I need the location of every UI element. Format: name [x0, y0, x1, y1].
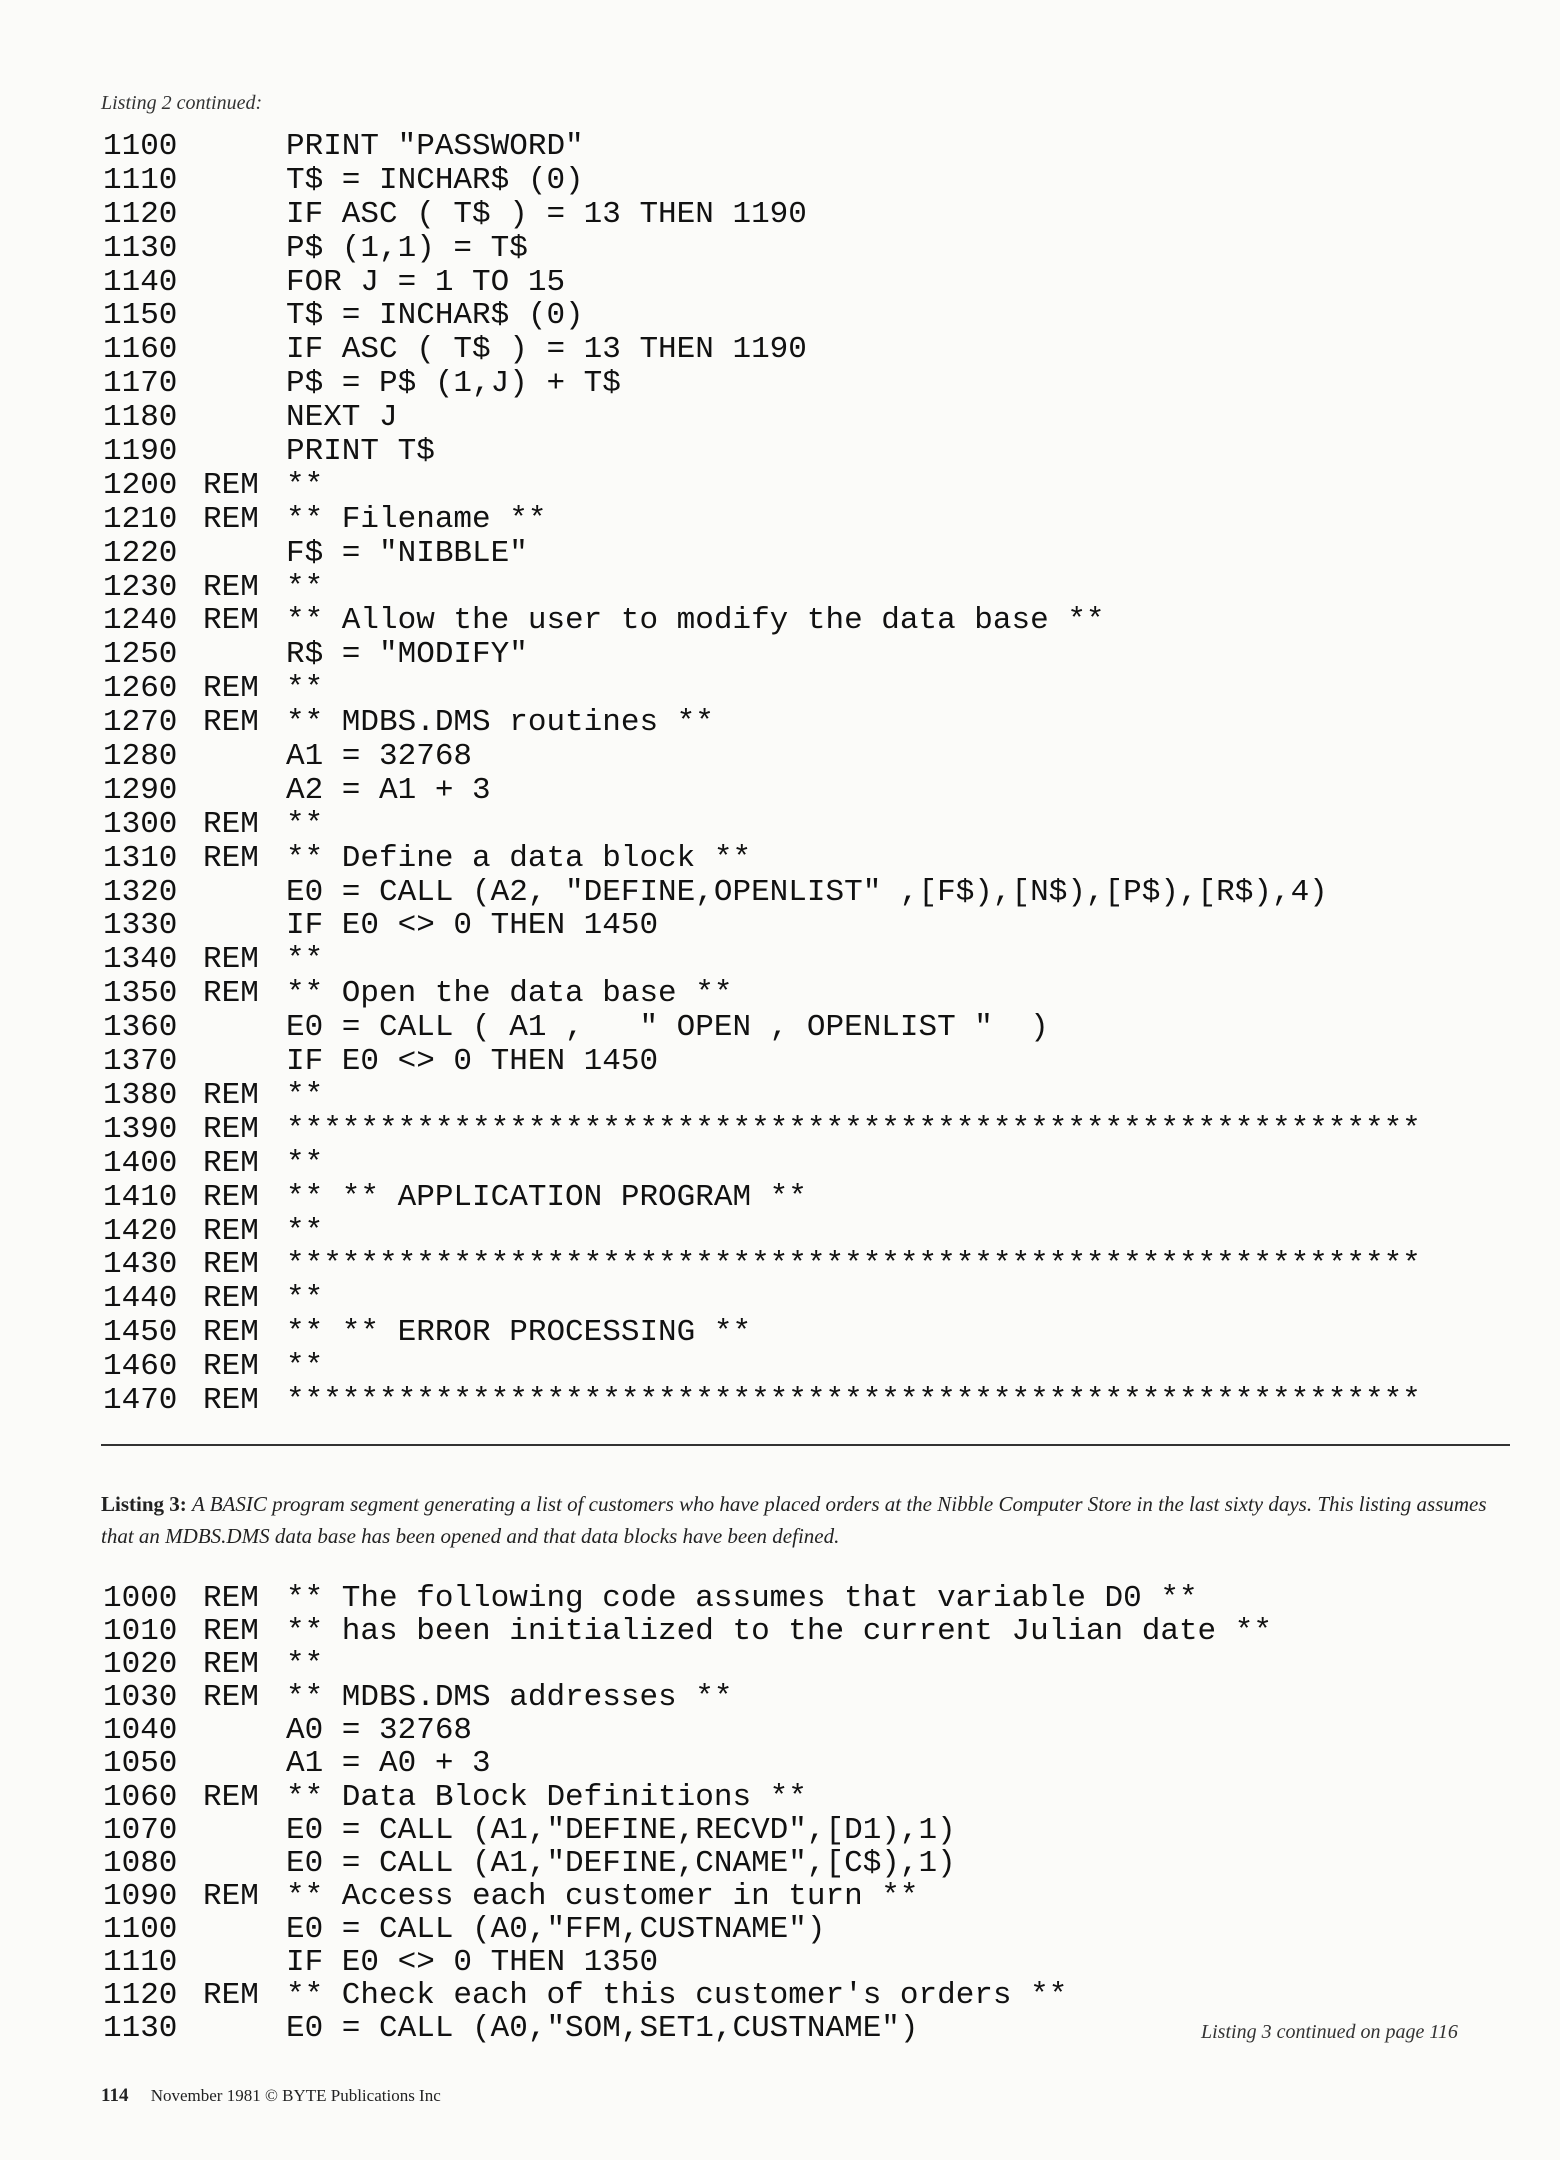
line-number: 1320 [103, 874, 178, 910]
line-number: 1010 [103, 1614, 178, 1650]
code-line [103, 706, 1421, 740]
statement: ** [286, 671, 324, 707]
code-line [103, 1282, 1421, 1316]
code-line [103, 164, 1421, 198]
rem-keyword: REM [203, 501, 259, 537]
statement: E0 = CALL ( A1 , " OPEN , OPENLIST " ) [286, 1010, 1049, 1046]
page-footer [101, 2085, 441, 2107]
code-line [103, 774, 1421, 808]
code-line [103, 1384, 1421, 1418]
statement: ** [286, 569, 324, 605]
line-number: 1410 [103, 1179, 178, 1215]
statement: ** ** APPLICATION PROGRAM ** [286, 1179, 807, 1215]
line-number: 1120 [103, 196, 178, 232]
code-line [103, 1147, 1421, 1181]
code-line [103, 266, 1421, 300]
code-line [103, 909, 1421, 943]
line-number: 1110 [103, 162, 178, 198]
code-line [103, 401, 1421, 435]
line-number: 1350 [103, 976, 178, 1012]
rem-keyword: REM [203, 942, 259, 978]
line-number: 1080 [103, 1845, 178, 1881]
statement: IF E0 <> 0 THEN 1350 [286, 1945, 659, 1981]
line-number: 1390 [103, 1111, 178, 1147]
rem-keyword: REM [203, 840, 259, 876]
code-line [103, 740, 1421, 774]
rem-keyword: REM [203, 1978, 259, 2014]
line-number: 1430 [103, 1247, 178, 1283]
rem-keyword: REM [203, 1179, 259, 1215]
line-number: 1100 [103, 1911, 178, 1947]
code-line [103, 1880, 1272, 1913]
line-number: 1280 [103, 739, 178, 775]
code-line [103, 2012, 1272, 2045]
statement: ** Allow the user to modify the data base ** [286, 603, 1105, 639]
code-line [103, 503, 1421, 537]
line-number: 1100 [103, 129, 178, 164]
line-number: 1070 [103, 1812, 178, 1848]
line-number: 1120 [103, 1978, 178, 2014]
line-number: 1150 [103, 298, 178, 334]
line-number: 1370 [103, 1044, 178, 1080]
code-line [103, 1248, 1421, 1282]
line-number: 1440 [103, 1281, 178, 1317]
rem-keyword: REM [203, 976, 259, 1012]
line-number: 1290 [103, 772, 178, 808]
line-number: 1030 [103, 1680, 178, 1716]
line-number: 1240 [103, 603, 178, 639]
statement: T$ = INCHAR$ (0) [286, 162, 584, 198]
code-line [103, 1714, 1272, 1747]
code-line [103, 367, 1421, 401]
line-number: 1200 [103, 467, 178, 503]
statement: ** Open the data base ** [286, 976, 733, 1012]
statement: ************************************************************* [286, 1247, 1421, 1283]
rem-keyword: REM [203, 569, 259, 605]
listing-2-code [103, 130, 1421, 1418]
code-line [103, 672, 1421, 706]
statement: ************************************************************* [286, 1382, 1421, 1418]
line-number: 1090 [103, 1878, 178, 1914]
statement: E0 = CALL (A0,"SOM,SET1,CUSTNAME") [286, 2011, 919, 2047]
statement: T$ = INCHAR$ (0) [286, 298, 584, 334]
line-number: 1460 [103, 1349, 178, 1385]
code-line [103, 1113, 1421, 1147]
code-line [103, 808, 1421, 842]
code-line [103, 1747, 1272, 1780]
statement: PRINT "PASSWORD" [286, 129, 584, 164]
statement: ** Access each customer in turn ** [286, 1878, 919, 1914]
line-number: 1140 [103, 264, 178, 300]
line-number: 1250 [103, 637, 178, 673]
publication-credit: November 1981 © BYTE Publications Inc [150, 2086, 441, 2105]
line-number: 1270 [103, 705, 178, 741]
line-number: 1130 [103, 2011, 178, 2047]
statement: ** MDBS.DMS addresses ** [286, 1680, 733, 1716]
rem-keyword: REM [203, 671, 259, 707]
listing3-label: Listing 3: [101, 1492, 187, 1516]
rem-keyword: REM [203, 603, 259, 639]
statement: E0 = CALL (A2, "DEFINE,OPENLIST" ,[F$),[N$),[P$),[R$),4) [286, 874, 1328, 910]
page-number: 114 [101, 2085, 129, 2106]
code-line [103, 1011, 1421, 1045]
rem-keyword: REM [203, 806, 259, 842]
rem-keyword: REM [203, 1680, 259, 1716]
statement: A2 = A1 + 3 [286, 772, 491, 808]
line-number: 1340 [103, 942, 178, 978]
statement: ** ** ERROR PROCESSING ** [286, 1315, 752, 1351]
code-line [103, 1045, 1421, 1079]
line-number: 1180 [103, 400, 178, 436]
statement: F$ = "NIBBLE" [286, 535, 528, 571]
line-number: 1000 [103, 1581, 178, 1616]
code-line [103, 198, 1421, 232]
rem-keyword: REM [203, 1281, 259, 1317]
statement: E0 = CALL (A0,"FFM,CUSTNAME") [286, 1911, 826, 1947]
continued-note: Listing 3 continued on page 116 [1201, 2021, 1458, 2043]
listing3-caption-text: A BASIC program segment generating a list of customers who have placed orders at the Nibble Computer Store in the last sixty days. This listing assumes that an MDBS.DMS data base has been opened and that data blocks have been defined. [101, 1492, 1487, 1548]
line-number: 1450 [103, 1315, 178, 1351]
statement: ** [286, 942, 324, 978]
rem-keyword: REM [203, 1647, 259, 1683]
statement: IF E0 <> 0 THEN 1450 [286, 908, 659, 944]
line-number: 1420 [103, 1213, 178, 1249]
line-number: 1130 [103, 230, 178, 266]
code-line [103, 1681, 1272, 1714]
line-number: 1330 [103, 908, 178, 944]
line-number: 1040 [103, 1713, 178, 1749]
statement: PRINT T$ [286, 434, 435, 470]
code-line [103, 1316, 1421, 1350]
line-number: 1190 [103, 434, 178, 470]
statement: ** [286, 1647, 324, 1683]
line-number: 1170 [103, 366, 178, 402]
statement: ** [286, 1281, 324, 1317]
rem-keyword: REM [203, 1614, 259, 1650]
code-line [103, 876, 1421, 910]
line-number: 1310 [103, 840, 178, 876]
rem-keyword: REM [203, 1145, 259, 1181]
statement: ** Check each of this customer's orders ** [286, 1978, 1068, 2014]
statement: ** [286, 1213, 324, 1249]
line-number: 1470 [103, 1382, 178, 1418]
statement: E0 = CALL (A1,"DEFINE,CNAME",[C$),1) [286, 1845, 956, 1881]
code-line [103, 604, 1421, 638]
statement: ** Filename ** [286, 501, 547, 537]
statement: ** [286, 467, 324, 503]
line-number: 1260 [103, 671, 178, 707]
line-number: 1210 [103, 501, 178, 537]
code-line [103, 1648, 1272, 1681]
code-line [103, 943, 1421, 977]
code-line [103, 842, 1421, 876]
statement: ** [286, 1349, 324, 1385]
code-line [103, 1615, 1272, 1648]
section-divider [101, 1444, 1510, 1446]
statement: ** [286, 1145, 324, 1181]
rem-keyword: REM [203, 1315, 259, 1351]
statement: ** Data Block Definitions ** [286, 1779, 807, 1815]
statement: NEXT J [286, 400, 398, 436]
code-line [103, 333, 1421, 367]
listing-3-code [103, 1582, 1272, 2045]
code-line [103, 232, 1421, 266]
code-line [103, 1847, 1272, 1880]
code-line [103, 1079, 1421, 1113]
line-number: 1220 [103, 535, 178, 571]
code-line [103, 435, 1421, 469]
rem-keyword: REM [203, 1382, 259, 1418]
statement: IF ASC ( T$ ) = 13 THEN 1190 [286, 332, 807, 368]
code-line [103, 571, 1421, 605]
code-line [103, 1946, 1272, 1979]
code-line [103, 1215, 1421, 1249]
rem-keyword: REM [203, 1247, 259, 1283]
statement: E0 = CALL (A1,"DEFINE,RECVD",[D1),1) [286, 1812, 956, 1848]
statement: A1 = 32768 [286, 739, 473, 775]
rem-keyword: REM [203, 467, 259, 503]
line-number: 1110 [103, 1945, 178, 1981]
rem-keyword: REM [203, 1213, 259, 1249]
rem-keyword: REM [203, 1581, 259, 1616]
code-line [103, 299, 1421, 333]
code-line [103, 537, 1421, 571]
code-line [103, 1350, 1421, 1384]
code-line [103, 1781, 1272, 1814]
rem-keyword: REM [203, 1077, 259, 1113]
statement: IF ASC ( T$ ) = 13 THEN 1190 [286, 196, 807, 232]
line-number: 1300 [103, 806, 178, 842]
statement: P$ = P$ (1,J) + T$ [286, 366, 621, 402]
code-line [103, 1814, 1272, 1847]
listing2-header: Listing 2 continued: [101, 92, 263, 114]
line-number: 1160 [103, 332, 178, 368]
statement: ************************************************************* [286, 1111, 1421, 1147]
code-line [103, 977, 1421, 1011]
statement: A0 = 32768 [286, 1713, 473, 1749]
statement: ** has been initialized to the current Julian date ** [286, 1614, 1272, 1650]
rem-keyword: REM [203, 1878, 259, 1914]
statement: IF E0 <> 0 THEN 1450 [286, 1044, 659, 1080]
statement: ** [286, 806, 324, 842]
rem-keyword: REM [203, 1111, 259, 1147]
statement: P$ (1,1) = T$ [286, 230, 528, 266]
code-line [103, 1979, 1272, 2012]
statement: ** MDBS.DMS routines ** [286, 705, 714, 741]
statement: A1 = A0 + 3 [286, 1746, 491, 1782]
line-number: 1230 [103, 569, 178, 605]
rem-keyword: REM [203, 1349, 259, 1385]
code-line [103, 130, 1421, 164]
rem-keyword: REM [203, 705, 259, 741]
code-line [103, 638, 1421, 672]
statement: ** The following code assumes that variable D0 ** [286, 1581, 1198, 1616]
code-line [103, 1181, 1421, 1215]
statement: FOR J = 1 TO 15 [286, 264, 566, 300]
code-line [103, 469, 1421, 503]
line-number: 1360 [103, 1010, 178, 1046]
rem-keyword: REM [203, 1779, 259, 1815]
line-number: 1050 [103, 1746, 178, 1782]
line-number: 1400 [103, 1145, 178, 1181]
code-line [103, 1582, 1272, 1615]
statement: ** Define a data block ** [286, 840, 752, 876]
listing3-caption [101, 1488, 1521, 1552]
line-number: 1380 [103, 1077, 178, 1113]
line-number: 1020 [103, 1647, 178, 1683]
statement: R$ = "MODIFY" [286, 637, 528, 673]
line-number: 1060 [103, 1779, 178, 1815]
statement: ** [286, 1077, 324, 1113]
code-line [103, 1913, 1272, 1946]
